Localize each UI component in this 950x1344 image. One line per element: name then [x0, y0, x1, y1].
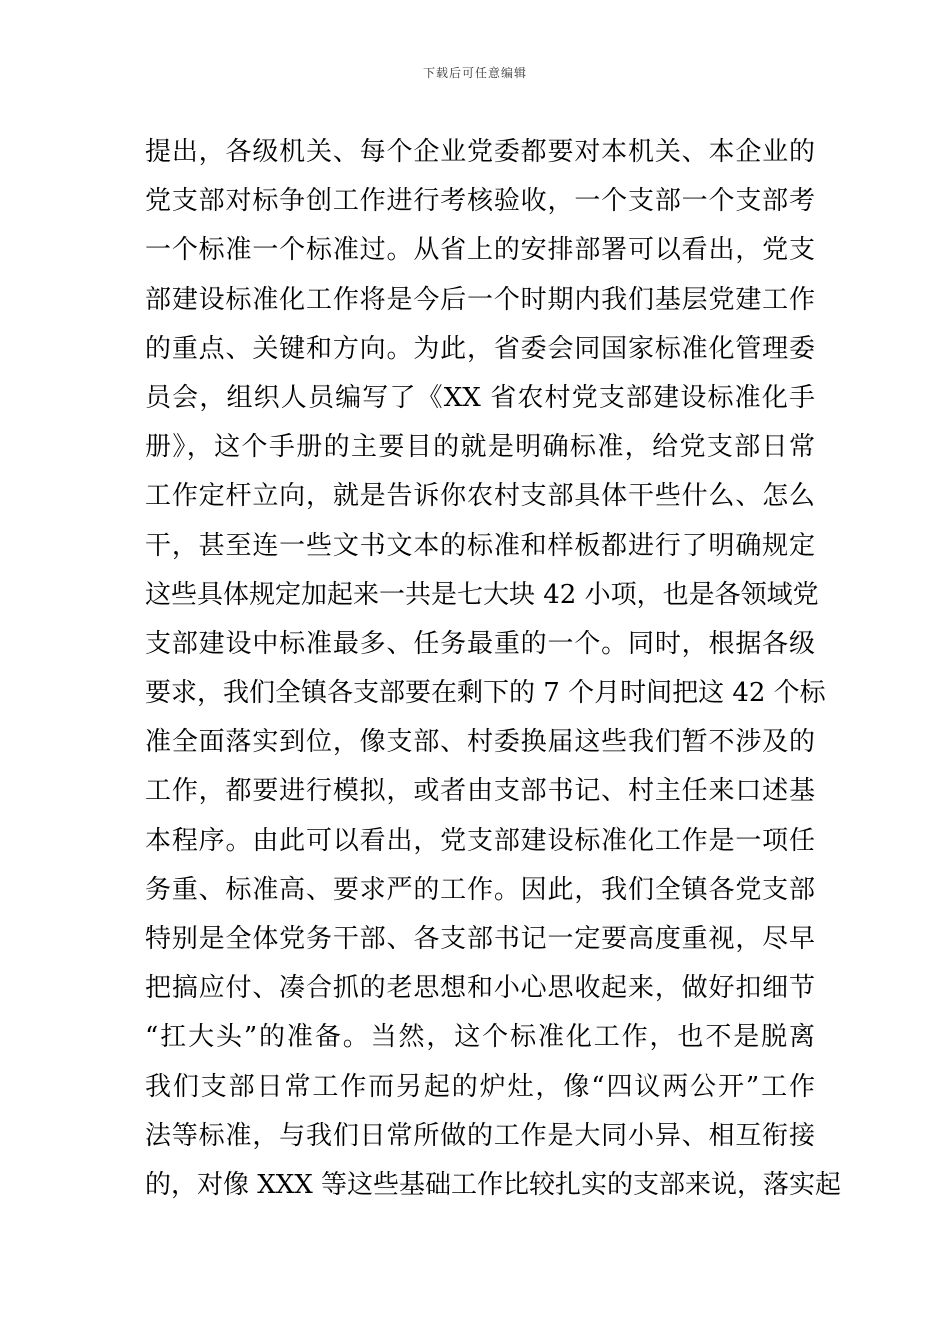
text-line: 干，甚至连一些文书文本的标准和样板都进行了明确规定 — [145, 530, 815, 561]
text-line: 工作，都要进行模拟，或者由支部书记、村主任来口述基 — [145, 776, 815, 807]
text-line: 我们支部日常工作而另起的炉灶，像“四议两公开”工作 — [145, 1071, 815, 1102]
body-text — [145, 128, 842, 1210]
text-line: 准全面落实到位，像支部、村委换届这些我们暂不涉及的 — [145, 727, 815, 758]
header-note: 下载后可任意编辑 — [422, 66, 527, 80]
text-line: 工作定杆立向，就是告诉你农村支部具体干些什么、怎么 — [145, 481, 815, 512]
text-line: 一个标准一个标准过。从省上的安排部署可以看出，党支 — [145, 235, 815, 266]
text-line: 特别是全体党务干部、各支部书记一定要高度重视，尽早 — [145, 924, 815, 954]
text-line: 本程序。由此可以看出，党支部建设标准化工作是一项任 — [145, 825, 815, 856]
text-line: 提出，各级机关、每个企业党委都要对本机关、本企业的 — [145, 137, 815, 167]
text-line: 党支部对标争创工作进行考核验收，一个支部一个支部考 — [145, 186, 815, 217]
text-line: 员会，组织人员编写了《XX 省农村党支部建设标准化手 — [145, 382, 815, 413]
text-line: “扛大头”的准备。当然，这个标准化工作，也不是脱离 — [145, 1022, 815, 1053]
text-line: 把搞应付、凑合抓的老思想和小心思收起来，做好扣细节 — [145, 973, 815, 1004]
text-line: 部建设标准化工作将是今后一个时期内我们基层党建工作 — [145, 284, 815, 315]
text-line: 这些具体规定加起来一共是七大块 42 小项，也是各领域党 — [145, 579, 819, 610]
text-line: 的，对像 XXX 等这些基础工作比较扎实的支部来说，落实起 — [145, 1169, 842, 1200]
text-line: 法等标准，与我们日常所做的工作是大同小异、相互衔接 — [145, 1120, 815, 1151]
text-line: 的重点、关键和方向。为此，省委会同国家标准化管理委 — [145, 333, 815, 364]
text-line: 册》，这个手册的主要目的就是明确标准，给党支部日常 — [145, 432, 815, 463]
text-line: 支部建设中标准最多、任务最重的一个。同时，根据各级 — [145, 628, 815, 659]
text-line: 务重、标准高、要求严的工作。因此，我们全镇各党支部 — [145, 874, 815, 905]
text-line: 要求，我们全镇各支部要在剩下的 7 个月时间把这 42 个标 — [145, 678, 826, 709]
